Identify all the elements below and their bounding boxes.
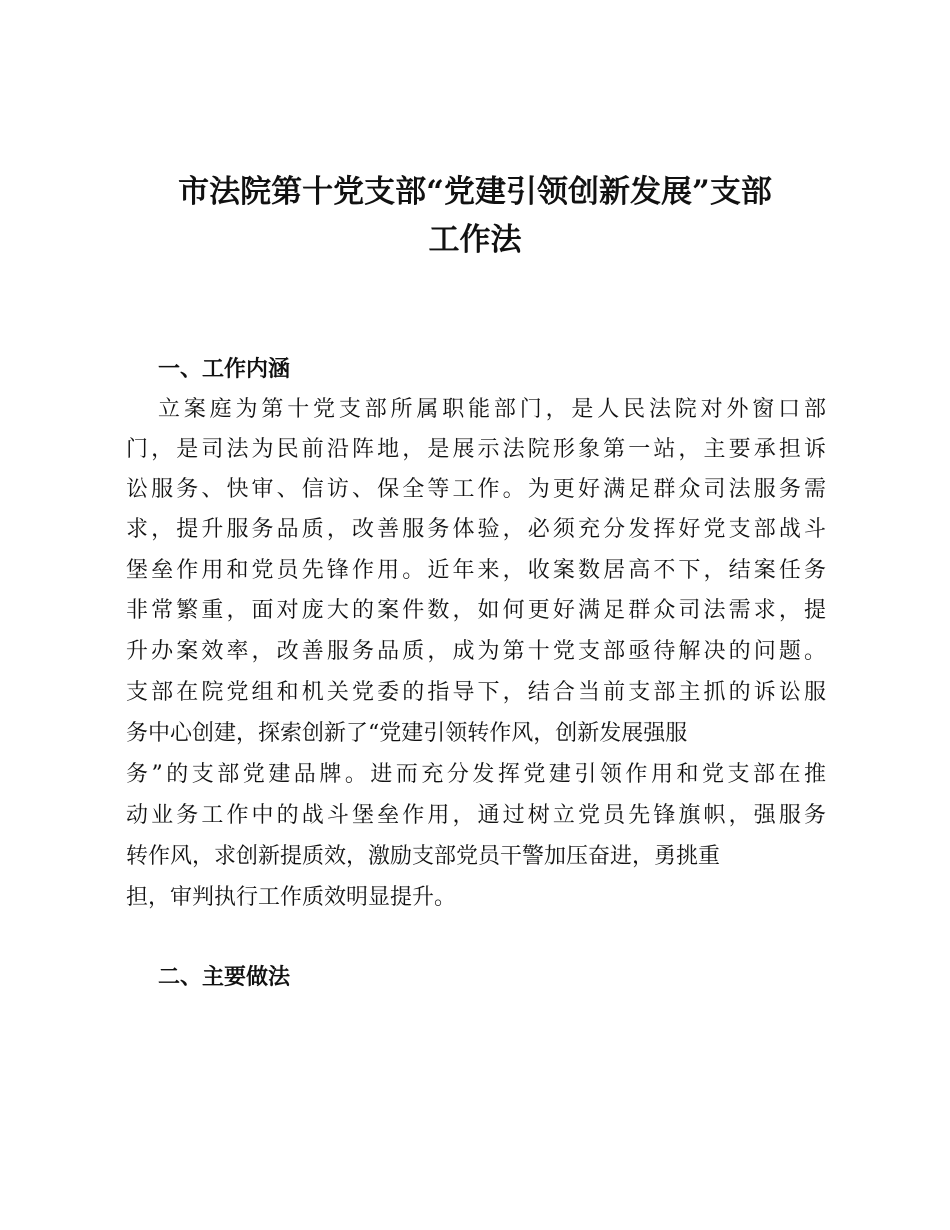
paragraph-line: 讼服务、快审、信访、保全等工作。为更好满足群众司法服务需 — [126, 477, 826, 502]
document-title-line-1: 市法院第十党支部“党建引领创新发展”支部 — [178, 174, 772, 210]
paragraph-line: 务”的支部党建品牌。进而充分发挥党建引领作用和党支部在推 — [126, 762, 826, 787]
paragraph-line: 求，提升服务品质，改善服务体验，必须充分发挥好党支部战斗 — [126, 517, 826, 542]
paragraph-line: 转作风，求创新提质效，激励支部党员干警加压奋进，勇挑重 — [126, 844, 721, 869]
section-heading-main-practices: 二、主要做法 — [158, 965, 291, 990]
paragraph-line: 担，审判执行工作质效明显提升。 — [126, 885, 457, 910]
paragraph-line: 务中心创建，探索创新了“党建引领转作风，创新发展强服 — [126, 721, 688, 746]
paragraph-line: 升办案效率，改善服务品质，成为第十党支部亟待解决的问题。 — [126, 639, 826, 664]
paragraph-line: 动业务工作中的战斗堡垒作用，通过树立党员先锋旗帜，强服务 — [126, 803, 826, 828]
paragraph-line: 门，是司法为民前沿阵地，是展示法院形象第一站，主要承担诉 — [126, 437, 826, 462]
paragraph-line: 堡垒作用和党员先锋作用。近年来，收案数居高不下，结案任务 — [126, 558, 826, 583]
paragraph-line: 支部在院党组和机关党委的指导下，结合当前支部主抓的诉讼服 — [126, 680, 826, 705]
document-title-line-2: 工作法 — [428, 222, 522, 258]
section-heading-work-connotation: 一、工作内涵 — [158, 357, 291, 382]
paragraph-line: 非常繁重，面对庞大的案件数，如何更好满足群众司法需求，提 — [126, 598, 826, 623]
paragraph-line: 立案庭为第十党支部所属职能部门，是人民法院对外窗口部 — [158, 397, 826, 422]
